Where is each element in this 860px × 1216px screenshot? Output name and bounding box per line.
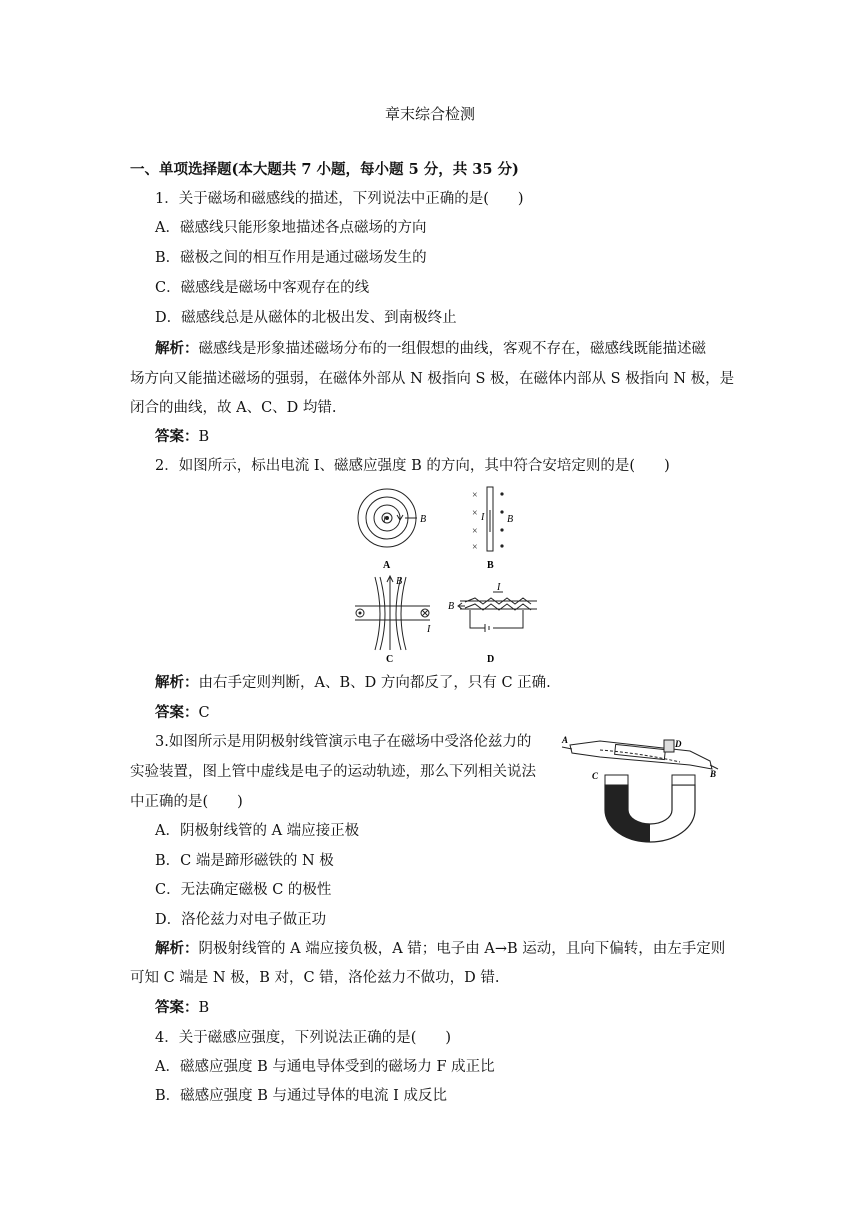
q3-analysis-line-2: 可知 C 端是 N 极，B 对，C 错，洛伦兹力不做功，D 错. [130,970,500,986]
svg-text:×: × [472,508,478,519]
answer-label: 答案： [155,999,199,1016]
q2-stem: 2．如图所示，标出电流 I、磁感应强度 B 的方向，其中符合安培定则的是( ) [155,458,670,474]
figure-b-wire [472,487,504,553]
cathode-ray-tube [562,740,718,769]
svg-text:D: D [675,739,682,749]
q3-option-d: D．洛伦兹力对电子做正功 [155,912,327,928]
q2-figure [345,482,545,664]
figure-label-c: C [386,654,394,664]
q1-stem: 1．关于磁场和磁感线的描述，下列说法中正确的是( ) [155,191,524,207]
q4-option-b: B．磁感应强度 B 与通过导体的电流 I 成反比 [155,1088,447,1104]
q3-cathode-ray-figure [560,725,730,843]
analysis-text: 阴极射线管的 A 端应接负极，A 错；电子由 A→B 运动，且向下偏转，由左手定则 [198,941,726,957]
svg-text:A: A [562,735,569,745]
q3-answer [155,998,209,1018]
answer-value: B [198,1000,210,1016]
figure-c-ring [355,576,430,650]
answer-label: 答案： [155,704,199,721]
q1-option-d: D．磁感线总是从磁体的北极出发、到南极终止 [155,310,457,326]
q3-option-c: C．无法确定磁极 C 的极性 [155,882,332,898]
figure-a-b-label: B [420,514,427,525]
analysis-text: 由右手定则判断，A、B、D 方向都反了，只有 C 正确. [198,675,551,691]
q3-option-b: B．C 端是蹄形磁铁的 N 极 [155,853,334,869]
q3-stem-line-2: 实验装置，图上管中虚线是电子的运动轨迹，那么下列相关说法 [130,764,536,780]
q1-analysis-line-1 [155,339,706,359]
analysis-text: 磁感线是形象描述磁场分布的一组假想的曲线，客观不存在，磁感线既能描述磁 [198,341,706,357]
q1-option-b: B．磁极之间的相互作用是通过磁场发生的 [155,250,427,266]
figure-d-solenoid [458,592,537,632]
section-heading: 一、单项选择题(本大题共 7 小题，每小题 5 分，共 35 分) [130,161,519,178]
analysis-label: 解析： [155,674,199,691]
q2-analysis [155,673,551,693]
figure-a-i-label: I [383,515,386,524]
svg-text:B: B [710,769,717,779]
answer-label: 答案： [155,428,199,445]
q2-answer [155,703,210,723]
page-title: 章末综合检测 [384,105,475,123]
figure-b-b-label: B [507,514,514,525]
figure-d-i-label: I [497,582,501,593]
figure-c-b-label: B [396,576,403,587]
q3-analysis-line-1 [155,939,725,959]
figure-label-d: D [487,654,495,664]
figure-label-a: A [383,560,391,571]
figure-d-b-label: B [448,601,455,612]
q3-option-a: A．阴极射线管的 A 端应接正极 [155,823,360,839]
q4-stem: 4．关于磁感应强度，下列说法正确的是( ) [155,1030,452,1046]
q1-answer [155,427,209,447]
q1-analysis-line-2: 场方向又能描述磁场的强弱，在磁体外部从 N 极指向 S 极，在磁体内部从 S 极指向 N 极，是 [130,371,735,387]
svg-text:×: × [472,490,478,501]
q1-analysis-line-3: 闭合的曲线，故 A、C、D 均错. [130,400,337,416]
horseshoe-magnet [605,775,695,842]
figure-label-b: B [487,560,494,571]
answer-value: C [198,705,210,721]
q3-stem-line-1: 3.如图所示是用阴极射线管演示电子在磁场中受洛伦兹力的 [155,734,532,750]
svg-text:C: C [592,771,599,781]
q4-option-a: A．磁感应强度 B 与通电导体受到的磁场力 F 成正比 [155,1059,495,1075]
svg-text:×: × [472,526,478,537]
figure-b-i-label: I [481,512,485,523]
analysis-label: 解析： [155,940,199,957]
answer-value: B [198,429,210,445]
analysis-label: 解析： [155,340,199,357]
q3-stem-line-3: 中正确的是( ) [130,794,243,810]
q1-option-a: A．磁感线只能形象地描述各点磁场的方向 [155,220,427,236]
figure-c-i-label: I [427,624,431,635]
q1-option-c: C．磁感线是磁场中客观存在的线 [155,280,370,296]
svg-text:×: × [472,542,478,553]
